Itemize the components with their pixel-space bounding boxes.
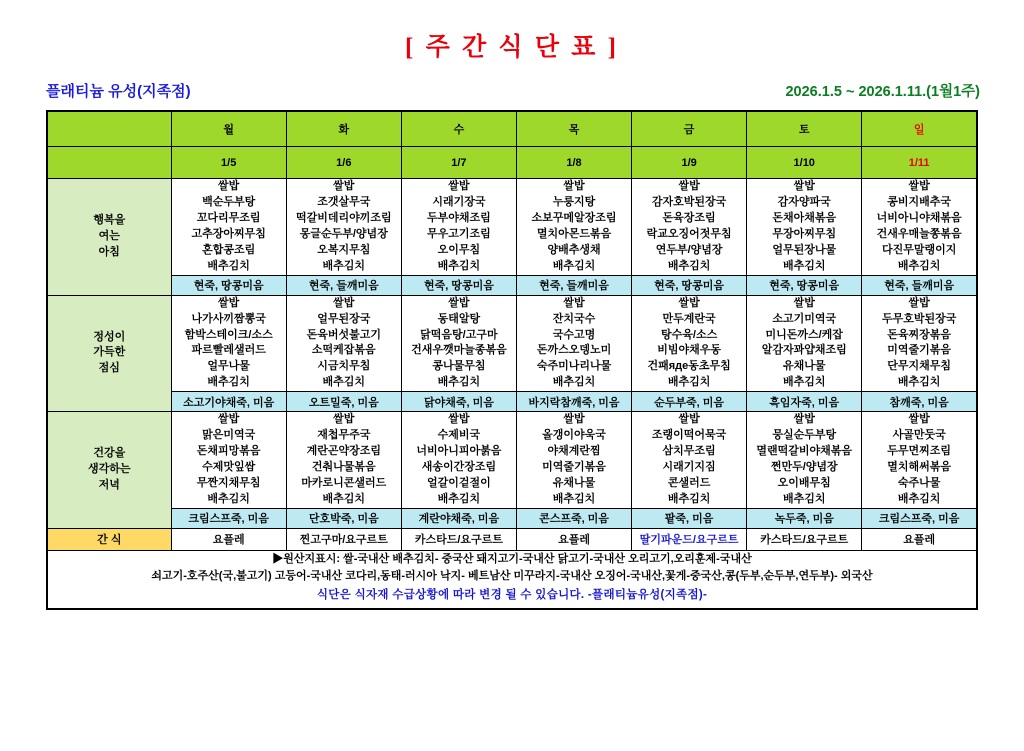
dish-item: 야채계란찜 <box>547 445 601 458</box>
dish-item: 배추김치 <box>437 492 481 505</box>
dish-item: 양배추생채 <box>547 243 601 256</box>
dish-item: 맑은미역국 <box>202 429 256 442</box>
dish-item: 돈까스오뎅노미 <box>536 344 612 357</box>
date-header-1-10: 1/10 <box>747 147 862 179</box>
dish-item: 닭떡음탕/고구마 <box>420 328 498 341</box>
dish-item: 배추김치 <box>782 492 826 505</box>
meal-cell <box>401 295 516 392</box>
dish-item: 연두부/양념장 <box>655 243 723 256</box>
dish-item: 함박스테이크/소스 <box>184 328 273 341</box>
dish-item: 비빔야채우동 <box>657 344 721 357</box>
dish-item: 만두계란국 <box>662 312 716 325</box>
meal-cell <box>286 295 401 392</box>
dish-item: 쌀밥 <box>563 296 585 309</box>
meal-cell <box>171 295 286 392</box>
dish-item: 잔치국수 <box>552 312 596 325</box>
porridge-cell: 단호박죽, 미음 <box>286 508 401 528</box>
meal-row <box>47 295 977 392</box>
weekly-menu-table <box>46 110 978 610</box>
dish-item: 삼치무조림 <box>662 445 716 458</box>
dish-item: 쌀밥 <box>333 296 355 309</box>
dish-item: 유채나물 <box>782 360 826 373</box>
dish-item: 건패яде동초무침 <box>647 360 731 373</box>
dish-item: 배추김치 <box>667 259 711 272</box>
dish-item: 쌀밥 <box>793 296 815 309</box>
dish-item: 쌀밥 <box>333 413 355 426</box>
dish-item: 쌀밥 <box>908 180 930 192</box>
dish-item: 시금치무침 <box>317 360 371 373</box>
dish-item: 탕수육/소스 <box>661 328 718 341</box>
dish-item: 알감자꽈얍채조림 <box>761 344 847 357</box>
dish-item: 건춰나물볶음 <box>311 461 376 474</box>
snack-cell: 찐고구마/요구르트 <box>286 528 401 550</box>
dish-item: 쌀밥 <box>678 296 700 309</box>
dish-item: 배추김치 <box>437 376 481 389</box>
porridge-cell: 현죽, 땅콩미음 <box>171 275 286 295</box>
meal-name-0: 행복을 여는 아침 <box>47 179 171 296</box>
dish-item: 백순두부탕 <box>202 195 256 208</box>
dish-item: 쌀밥 <box>448 180 470 192</box>
meal-cell <box>286 179 401 276</box>
dish-item: 돈육찌장볶음 <box>887 328 952 341</box>
meal-cell <box>862 295 977 392</box>
meal-plan-page <box>0 27 1024 751</box>
porridge-cell: 바지락참깨죽, 미음 <box>516 392 631 412</box>
dish-item: 배추김치 <box>552 492 596 505</box>
origin-line-1: ▶원산지표시: 쌀-국내산 배추김치- 중국산 돼지고기-국내산 닭고기-국내산 오리고기,오리훈제-국내산 <box>272 552 752 565</box>
dish-item: 나가사끼짬뽕국 <box>191 312 266 325</box>
day-header-월: 월 <box>171 111 286 147</box>
table-corner-cell-2 <box>47 147 171 179</box>
meal-cell <box>401 179 516 276</box>
dish-item: 꼬다리무조림 <box>196 211 261 224</box>
dish-item: 쌀밥 <box>448 413 470 426</box>
dish-item: 배추김치 <box>207 492 250 505</box>
dish-item: 두무호박된장국 <box>881 312 957 325</box>
dish-item: 소고기미역국 <box>772 312 837 325</box>
table-header-row-dates <box>47 147 977 179</box>
origin-info <box>47 550 977 609</box>
store-name: 플래티늄 유성(지족점) <box>46 83 191 100</box>
dish-item: 두부야채조림 <box>427 211 491 224</box>
dish-item: 쌀밥 <box>563 413 585 426</box>
dish-item: 유채나물 <box>552 477 596 489</box>
dish-item: 쌀밥 <box>448 296 470 309</box>
dish-item: 조갯살무국 <box>317 195 371 208</box>
meal-cell <box>747 295 862 392</box>
dish-item: 쌀밥 <box>218 413 240 426</box>
porridge-row <box>47 275 977 295</box>
dish-item: 올갱이야욱국 <box>542 429 606 442</box>
meal-row <box>47 412 977 509</box>
porridge-cell: 소고기야채죽, 미음 <box>171 392 286 412</box>
dish-item: 배추김치 <box>782 259 826 272</box>
dish-item: 배추김치 <box>552 376 596 389</box>
dish-item: 돈육버섯불고기 <box>306 328 381 341</box>
porridge-row <box>47 508 977 528</box>
dish-item: 쌀밥 <box>218 180 240 192</box>
porridge-cell: 참깨죽, 미음 <box>862 392 977 412</box>
meal-name-2: 건강을 생각하는 저녁 <box>47 412 171 529</box>
dish-item: 멸치해써볶음 <box>887 461 952 474</box>
dish-item: 멸랜떡갈비야채볶음 <box>756 445 853 458</box>
dish-item: 배추김치 <box>322 492 366 505</box>
snack-cell: 요플레 <box>516 528 631 550</box>
dish-item: 다진무말랭이지 <box>881 243 957 256</box>
dish-item: 감자양파국 <box>777 195 831 208</box>
dish-item: 동태알탕 <box>437 312 481 325</box>
day-header-금: 금 <box>632 111 747 147</box>
dish-item: 너비아니피아붉음 <box>416 445 502 458</box>
dish-item: 오이배무침 <box>777 477 831 489</box>
porridge-cell: 오트밀죽, 미음 <box>286 392 401 412</box>
dish-item: 얼무된장국 <box>317 312 371 325</box>
dish-item: 배추김치 <box>207 376 250 389</box>
dish-item: 마카로니콘샐러드 <box>301 477 387 489</box>
dish-item: 고추장아찌무침 <box>191 227 266 240</box>
dish-item: 건새우매늘쫑볶음 <box>876 227 962 240</box>
snack-label: 간 식 <box>47 528 171 550</box>
meal-cell <box>632 179 747 276</box>
porridge-cell: 녹두죽, 미음 <box>747 508 862 528</box>
porridge-cell: 콘스프죽, 미음 <box>516 508 631 528</box>
dish-item: 건새우깻마늘종볶음 <box>411 344 507 357</box>
meal-cell <box>171 412 286 509</box>
dish-item: 미역줄기볶음 <box>887 344 952 357</box>
porridge-cell: 현죽, 들깨미음 <box>862 275 977 295</box>
dish-item: 시래기지짐 <box>662 461 716 474</box>
dish-item: 쌀밥 <box>333 180 355 192</box>
day-header-화: 화 <box>286 111 401 147</box>
table-header-row-days <box>47 111 977 147</box>
meal-cell <box>171 179 286 276</box>
dish-item: 배추김치 <box>437 259 481 272</box>
meal-cell <box>862 179 977 276</box>
porridge-cell: 흑임자죽, 미음 <box>747 392 862 412</box>
meal-cell <box>747 412 862 509</box>
snack-cell: 요플레 <box>862 528 977 550</box>
porridge-cell: 크림스프죽, 미음 <box>862 508 977 528</box>
notice-line <box>48 586 976 608</box>
notice-text: 식단은 식자재 수급상황에 따라 변경 될 수 있습니다. <box>316 589 585 602</box>
dish-item: 파르빨레샐러드 <box>191 344 266 357</box>
porridge-cell: 팥죽, 미음 <box>632 508 747 528</box>
day-header-목: 목 <box>516 111 631 147</box>
dish-item: 배추김치 <box>322 376 366 389</box>
dish-item: 콩비지배추국 <box>887 195 952 208</box>
dish-item: 배추김치 <box>897 492 941 505</box>
dish-item: 쌀밥 <box>793 180 815 192</box>
dish-item: 누룽지탕 <box>552 195 596 208</box>
dish-item: 미역줄기볶음 <box>542 461 606 474</box>
dish-item: 얼갈이겉절이 <box>427 477 491 489</box>
dish-item: 오복지무침 <box>317 243 371 256</box>
dish-item: 쌀밥 <box>908 413 930 426</box>
dish-item: 혼합콩조림 <box>202 243 256 256</box>
dish-item: 재첩무주국 <box>317 429 371 442</box>
dish-item: 얼무된장나물 <box>772 243 837 256</box>
meal-cell <box>632 295 747 392</box>
dish-item: 쩐만두/양념장 <box>770 461 838 474</box>
subheader <box>0 80 1024 101</box>
meal-cell <box>747 179 862 276</box>
meal-cell <box>286 412 401 509</box>
dish-item: 시래기장국 <box>432 195 486 208</box>
table-corner-cell <box>47 111 171 147</box>
dish-item: 새송이간장조림 <box>421 461 497 474</box>
dish-item: 두무면찌조림 <box>887 445 952 458</box>
dish-item: 배추김치 <box>667 376 711 389</box>
dish-item: 오이무침 <box>437 243 481 256</box>
dish-item: 무장아찌무침 <box>772 227 837 240</box>
meal-cell <box>401 412 516 509</box>
snack-cell: 카스타드/요구르트 <box>747 528 862 550</box>
porridge-cell: 닭야채죽, 미음 <box>401 392 516 412</box>
dish-item: 배추김치 <box>782 376 826 389</box>
dish-item: 배추김치 <box>897 376 941 389</box>
dish-item: 배추김치 <box>207 259 250 272</box>
meal-row <box>47 179 977 276</box>
snack-row <box>47 528 977 550</box>
day-header-일: 일 <box>862 111 977 147</box>
dish-item: 감자호박된장국 <box>651 195 727 208</box>
meal-name-1: 정성이 가득한 점심 <box>47 295 171 412</box>
dish-item: 단무지채무침 <box>887 360 952 373</box>
dish-item: 쌀밥 <box>563 180 585 192</box>
dish-item: 몽글순두부/양념장 <box>299 227 388 240</box>
date-header-1-11: 1/11 <box>862 147 977 179</box>
dish-item: 조랭이떡어묵국 <box>651 429 727 442</box>
dish-item: 무짠지채무침 <box>196 477 261 489</box>
dish-item: 배추김치 <box>322 259 366 272</box>
dish-item: 배추김치 <box>552 259 596 272</box>
origin-row <box>47 550 977 609</box>
dish-item: 돈채아채볶음 <box>772 211 837 224</box>
date-header-1-9: 1/9 <box>632 147 747 179</box>
day-header-토: 토 <box>747 111 862 147</box>
date-range: 2026.1.5 ~ 2026.1.11.(1월1주) <box>785 84 980 100</box>
dish-item: 쌀밥 <box>678 180 700 192</box>
dish-item: 계란곤약장조림 <box>306 445 381 458</box>
dish-item: 너비아니야채볶음 <box>876 211 962 224</box>
dish-item: 숙주나물 <box>897 477 941 489</box>
dish-item: 숙주미나리나물 <box>536 360 612 373</box>
dish-item: 떡갈비데리야끼조림 <box>295 211 392 224</box>
dish-item: 소떡케잡볶음 <box>311 344 376 357</box>
dish-item: 쌀밥 <box>678 413 700 426</box>
snack-cell: 딸기파운드/요구르트 <box>632 528 747 550</box>
dish-item: 락교오징어젓무침 <box>646 227 732 240</box>
day-header-수: 수 <box>401 111 516 147</box>
meal-cell <box>862 412 977 509</box>
dish-item: 미니돈까스/케잡 <box>765 328 843 341</box>
snack-cell: 카스타드/요구르트 <box>401 528 516 550</box>
porridge-cell: 현죽, 들깨미음 <box>516 275 631 295</box>
meal-cell <box>516 179 631 276</box>
dish-item: 수제비국 <box>437 429 481 442</box>
dish-item: 뭉실순두부탕 <box>772 429 837 442</box>
dish-item: 국수고명 <box>552 328 596 341</box>
date-header-1-6: 1/6 <box>286 147 401 179</box>
porridge-cell: 현죽, 땅콩미음 <box>747 275 862 295</box>
meal-cell <box>516 295 631 392</box>
notice-signature: -플래티늄유성(지족점)- <box>584 589 708 602</box>
dish-item: 콘샐러드 <box>667 477 711 489</box>
date-header-1-8: 1/8 <box>516 147 631 179</box>
dish-item: 소보꾸메알장조림 <box>531 211 617 224</box>
dish-item: 배추김치 <box>667 492 711 505</box>
dish-item: 쌀밥 <box>793 413 815 426</box>
origin-line-2: 쇠고기-호주산(국,불고기) 고등어-국내산 코다리,동태-러시아 낙지- 베트남산 미꾸라지-국내산 오징어-국내산,꽃게-중국산,콩(두부,순두부,연두부)- 외국산 <box>151 570 873 583</box>
dish-item: 돈육장조림 <box>662 211 716 224</box>
dish-item: 멸치아몬드볶음 <box>536 227 612 240</box>
porridge-cell: 현죽, 땅콩미음 <box>632 275 747 295</box>
date-header-1-5: 1/5 <box>171 147 286 179</box>
porridge-cell: 순두부죽, 미음 <box>632 392 747 412</box>
dish-item: 배추김치 <box>897 259 941 272</box>
dish-item: 쌀밥 <box>908 296 930 309</box>
meal-cell <box>516 412 631 509</box>
dish-item: 쌀밥 <box>218 296 240 309</box>
dish-item: 얼무나물 <box>207 360 250 373</box>
meal-cell <box>632 412 747 509</box>
porridge-cell: 계란야채죽, 미음 <box>401 508 516 528</box>
date-header-1-7: 1/7 <box>401 147 516 179</box>
dish-item: 사골만둣국 <box>892 429 946 442</box>
porridge-row <box>47 392 977 412</box>
dish-item: 수제맛잎쌈 <box>202 461 256 474</box>
page-title: [ 주 간 식 단 표 ] <box>405 34 619 61</box>
dish-item: 콩나물무침 <box>432 360 486 373</box>
porridge-cell: 크림스프죽, 미음 <box>171 508 286 528</box>
porridge-cell: 현죽, 들깨미음 <box>286 275 401 295</box>
dish-item: 무우고기조림 <box>427 227 491 240</box>
snack-cell: 요플레 <box>171 528 286 550</box>
dish-item: 돈채피망볶음 <box>196 445 261 458</box>
porridge-cell: 현죽, 땅콩미음 <box>401 275 516 295</box>
